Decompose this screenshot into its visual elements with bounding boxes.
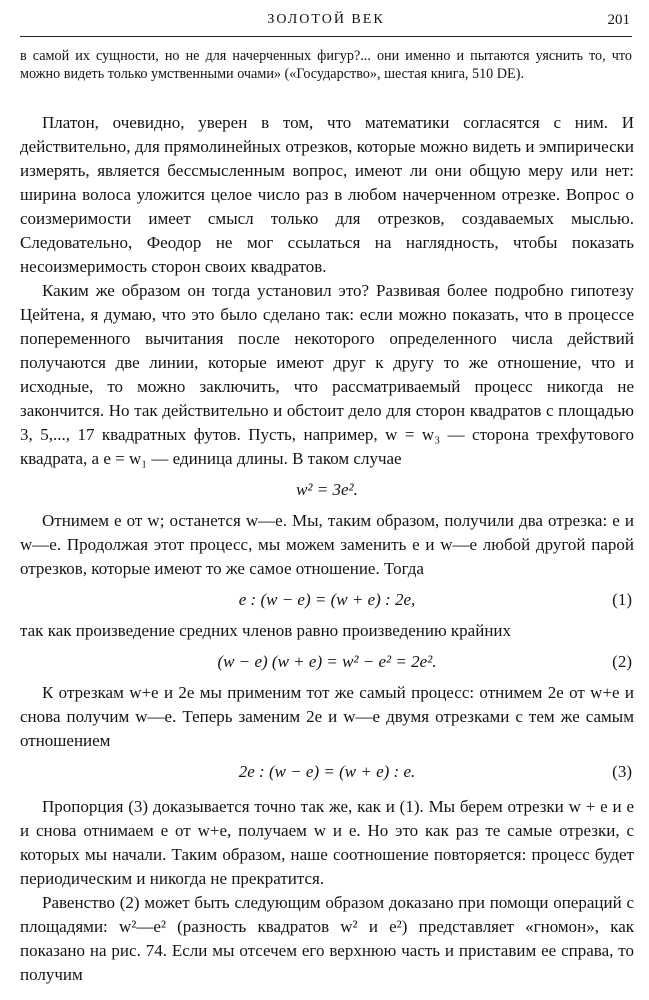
formula-w-squared xyxy=(20,475,634,505)
formula-number: (2) xyxy=(612,652,632,671)
paragraph-gnomon: Равенство (2) может быть следующим образом доказано при помощи операций с площадями: w²—e² (разность квадратов w² и e²) представляет «гномон», как показано на рис. 74. Если мы отсечем его верхнюю часть и приставим ее справа, то получим xyxy=(20,893,634,984)
formula-number: (1) xyxy=(612,590,632,609)
formula-expression: 2e : (w − e) = (w + e) : e. xyxy=(238,762,416,781)
paragraph-proportion-proof: Пропорция (3) доказывается точно так же, как и (1). Мы берем отрезки w + e и e и снова отнимаем e от w+e, получаем w и e. Но это как раз те самые отрезки, с которых мы начали. Таким образом, наше соотношение повторяется: процесс будет периодическим и никогда не прекратится. xyxy=(20,797,634,888)
formula-expression: (w − e) (w + e) = w² − e² = 2e². xyxy=(217,652,437,671)
formula-expression: w² = 3e². xyxy=(296,480,358,499)
formula-1 xyxy=(20,585,634,615)
paragraph-same-process: К отрезкам w+e и 2e мы применим тот же самый процесс: отнимем 2e от w+e и снова получим w—e. Теперь заменим 2e и w—e двумя отрезками с тем же самым отношением xyxy=(20,683,634,750)
paragraph-product: так как произведение средних членов равно произведению крайних xyxy=(20,621,512,640)
formula-expression: e : (w − e) = (w + e) : 2e, xyxy=(238,590,416,609)
quote-continuation: в самой их сущности, но не для начерченных фигур?... они именно и пытаются уяснить то, что можно видеть только умственными очами» («Государство», шестая книга, 510 DE). xyxy=(20,48,632,82)
page-header xyxy=(20,10,632,37)
formula-number: (3) xyxy=(612,762,632,781)
page-number: 201 xyxy=(607,12,630,28)
paragraph-subtraction: Отнимем e от w; останется w—e. Мы, таким образом, получили два отрезка: e и w—e. Продолжая этот процесс, мы можем заменить e и w—e любой другой парой отрезков, которые имеют то же самое отношение. Тогда xyxy=(20,511,634,578)
paragraph-plato: Платон, очевидно, уверен в том, что математики согласятся с ним. И действительно, для прямолинейных отрезков, которые можно видеть и эмпирически измерять, является бессмысленным вопрос, имеют ли они общую меру или нет: ширина волоса уложится целое число раз в любом начерченном отрезке. Вопрос о соизмеримости имеет смысл только для отрезков, создаваемых мыслью. Следовательно, Феодор не мог ссылаться на наглядность, чтобы показать несоизмеримость сторон своих квадратов. xyxy=(20,113,634,276)
running-head: ЗОЛОТОЙ ВЕК xyxy=(267,12,385,27)
formula-2 xyxy=(20,647,634,677)
formula-3 xyxy=(20,757,634,787)
paragraph-zeuthen-hypothesis: Каким же образом он тогда установил это? Развивая более подробно гипотезу Цейтена, я думаю, что это было сделано так: если можно показать, что в процессе попеременного вычитания после некоторого определенного числа действий получаются две линии, которые имеют друг к другу то же отношение, что и исходные, то можно заключить, что рассматриваемый процесс никогда не закончится. Но так действительно и обстоит дело для сторон квадратов с площадью 3, 5,..., 17 квадратных футов. Пусть, например, w = w₃ — сторона трехфутового квадрата, а e = w₁ — единица длины. В таком случае xyxy=(20,281,634,468)
main-text xyxy=(20,111,634,987)
